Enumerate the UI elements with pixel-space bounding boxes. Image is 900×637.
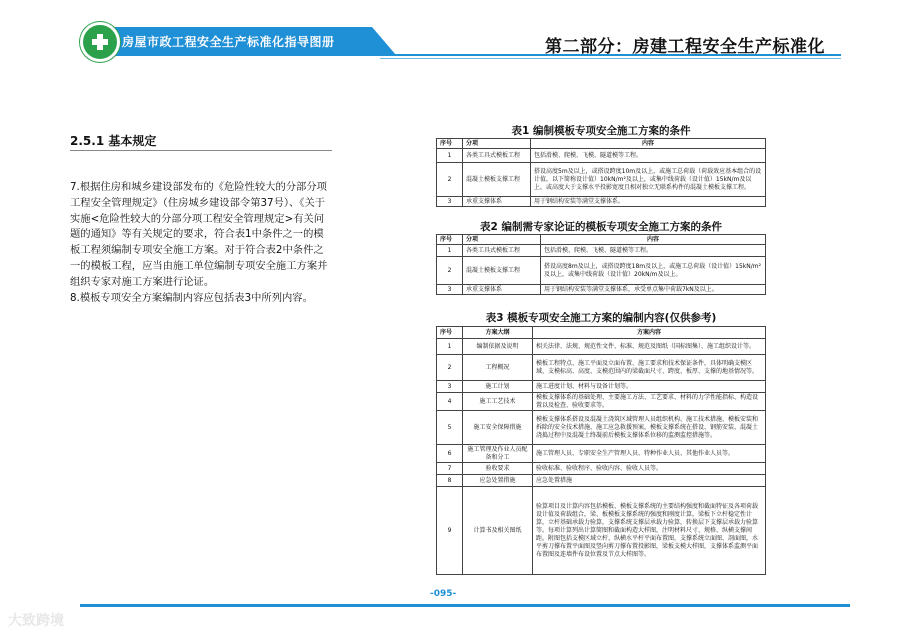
table3-cell: 应急处置措施	[463, 475, 533, 487]
table3-header-outline: 方案大纲	[463, 327, 533, 339]
paragraph-7: 7.根据住房和城乡建设部发布的《危险性较大的分部分项工程安全管理规定》（住房城乡建设部令第37号）、《关于实施<危险性较大的分部分项工程安全管理规定>有关问题的通知》等有关规定的要求，符合表1中条件之一的模板工程须编制专项安全施工方案。对于符合表2中条件之一的模板工程，应当由施工单位编制专项安全施工方案并组织专家对施工方案进行论证。	[70, 181, 328, 288]
table2-cell: 2	[437, 257, 463, 285]
table3-cell: 相关法律、法规、规范性文件、标准、规范及图纸（国标图集）、施工组织设计等。	[533, 339, 766, 355]
table-row	[437, 245, 766, 257]
table3-cell: 模板支撑体系搭设及混凝土浇筑区域管理人员组织机构、施工技术措施、模板安装和拆除的安全技术措施、施工应急救援预案，模板支撑系统在搭设、钢筋安装、混凝土浇捣过程中及混凝土终凝前后模板支撑体系位移的监测监控措施等。	[533, 411, 766, 445]
table2-header-content: 内容	[541, 235, 766, 245]
table2-cell: 3	[437, 285, 463, 295]
table-row	[437, 149, 766, 163]
body-text	[70, 180, 332, 306]
table2-cell: 1	[437, 245, 463, 257]
table-row	[437, 285, 766, 295]
table2-cell: 各类工具式模板工程	[463, 245, 541, 257]
table3-cell: 施工计划	[463, 381, 533, 393]
table3-cell: 2	[437, 355, 463, 381]
table3-cell: 模板工程特点、施工平面及立面布置、施工要求和技术保证条件，具体明确支模区域、支模标高、高度、支模范围内的梁截面尺寸、跨度、板厚、支撑的地基情况等。	[533, 355, 766, 381]
table2-cell: 承重支撑体系	[463, 285, 541, 295]
table2-header-item: 分项	[463, 235, 541, 245]
paragraph-8: 8.模板专项安全方案编制内容应包括表3中所列内容。	[70, 291, 313, 304]
table3-cell: 验收标准、验收程序、验收内容、验收人员等。	[533, 463, 766, 475]
table3-header-content: 方案内容	[533, 327, 766, 339]
table3-cell: 1	[437, 339, 463, 355]
table1-cell: 1	[437, 149, 463, 163]
table3-cell: 8	[437, 475, 463, 487]
table3-title: 表3 模板专项安全施工方案的编制内容(仅供参考)	[485, 312, 717, 324]
table2-header-no: 序号	[437, 235, 463, 245]
table1-header-content: 内容	[531, 139, 766, 149]
table2-cell: 包括滑模、爬模、飞模、隧道模等工程。	[541, 245, 766, 257]
table-row	[437, 355, 766, 381]
table3-cell: 施工安全保障措施	[463, 411, 533, 445]
page-number: -095-	[430, 589, 457, 599]
section-heading: 2.5.1 基本规定	[70, 134, 157, 148]
table1-cell: 2	[437, 163, 463, 197]
table1-header-no: 序号	[437, 139, 463, 149]
table1-cell: 搭设高度5m及以上，或搭设跨度10m及以上，或施工总荷载（荷载效应基本组合的设计值，以下简称设计值）10kN/m²及以上，或集中线荷载（设计值）15kN/m及以上，或高度大于支撑水平投影宽度且相对独立无联系构件的混凝土模板支撑工程。	[531, 163, 766, 197]
table1-cell: 各类工具式模板工程	[463, 149, 531, 163]
table3-cell: 验算项目及计算内容包括模板、模板支撑系统的主要结构强度和截面特征及各项荷载设计值及荷载组合，梁、板模板支撑系统的强度和刚度计算，梁板下立杆稳定性计算，立杆基础承载力验算，支撑系统支撑层承载力验算，转换层下支撑层承载力验算等。每项计算列出计算简图和截面构造大样图，注明材料尺寸、规格、纵横支撑间距。附图包括支模区域立杆、纵横水平杆平面布置图，支撑系统立面图、剖面图，水平剪刀撑布置平面图及竖向剪刀撑布置投影图，梁板支模大样图，支撑体系监测平面布置图及连墙件布设位置及节点大样图等。	[533, 487, 766, 575]
table-row	[437, 339, 766, 355]
header-divider-thin	[380, 58, 841, 59]
part-title: 第二部分：房建工程安全生产标准化	[545, 37, 825, 57]
table3-cell: 施工管理人员、专职安全生产管理人员、特种作业人员、其他作业人员等。	[533, 445, 766, 463]
safety-cross-logo-icon	[80, 22, 120, 62]
footer-divider	[80, 604, 850, 607]
table-row	[437, 475, 766, 487]
table3-header-no: 序号	[437, 327, 463, 339]
table3-cell: 4	[437, 393, 463, 411]
table3-cell: 9	[437, 487, 463, 575]
table-row	[437, 487, 766, 575]
table3-cell: 应急处置措施	[533, 475, 766, 487]
table-row	[437, 163, 766, 197]
table1-title: 表1 编制模板专项安全施工方案的条件	[511, 125, 691, 137]
section-rule	[70, 150, 332, 151]
watermark: 大致跨境	[8, 613, 64, 629]
table3-cell: 计算书及相关图纸	[463, 487, 533, 575]
table2	[436, 234, 766, 295]
table-row	[437, 257, 766, 285]
table-row	[437, 393, 766, 411]
table3-cell: 7	[437, 463, 463, 475]
table1	[436, 138, 766, 207]
table-row	[437, 463, 766, 475]
table1-cell: 用于钢结构安装等满堂支撑体系。	[531, 197, 766, 207]
table3-cell: 3	[437, 381, 463, 393]
table1-cell: 包括滑模、爬模、飞模、隧道模等工程。	[531, 149, 766, 163]
table1-cell: 承重支撑体系	[463, 197, 531, 207]
table3-cell: 6	[437, 445, 463, 463]
table1-header-item: 分项	[463, 139, 531, 149]
table3-cell: 工程概况	[463, 355, 533, 381]
table-row	[437, 197, 766, 207]
table3-cell: 验收要求	[463, 463, 533, 475]
table3-cell: 编制依据及说明	[463, 339, 533, 355]
table2-cell: 用于钢结构安装等满堂支撑体系，承受单点集中荷载7kN及以上。	[541, 285, 766, 295]
table-row	[437, 445, 766, 463]
table3-cell: 模板支撑体系的基础处理、主要施工方法、工艺要求、材料的力学性能指标、构造设置以及检查、验收要求等。	[533, 393, 766, 411]
header-title: 房屋市政工程安全生产标准化指导图册	[122, 35, 335, 49]
table3-cell: 施工工艺技术	[463, 393, 533, 411]
table-row	[437, 381, 766, 393]
table2-cell: 混凝土模板支撑工程	[463, 257, 541, 285]
table1-cell: 3	[437, 197, 463, 207]
table2-cell: 搭设高度8m及以上，或搭设跨度18m及以上，或施工总荷载（设计值）15kN/m²及以上，或集中线荷载（设计值）20kN/m及以上。	[541, 257, 766, 285]
table3-cell: 5	[437, 411, 463, 445]
table-row	[437, 411, 766, 445]
table3-cell: 施工管理及作业人员配备和分工	[463, 445, 533, 463]
table2-title: 表2 编制需专家论证的模板专项安全施工方案的条件	[480, 221, 722, 233]
table1-cell: 混凝土模板支撑工程	[463, 163, 531, 197]
table3-cell: 施工进度计划、材料与设备计划等。	[533, 381, 766, 393]
table3	[436, 326, 766, 575]
